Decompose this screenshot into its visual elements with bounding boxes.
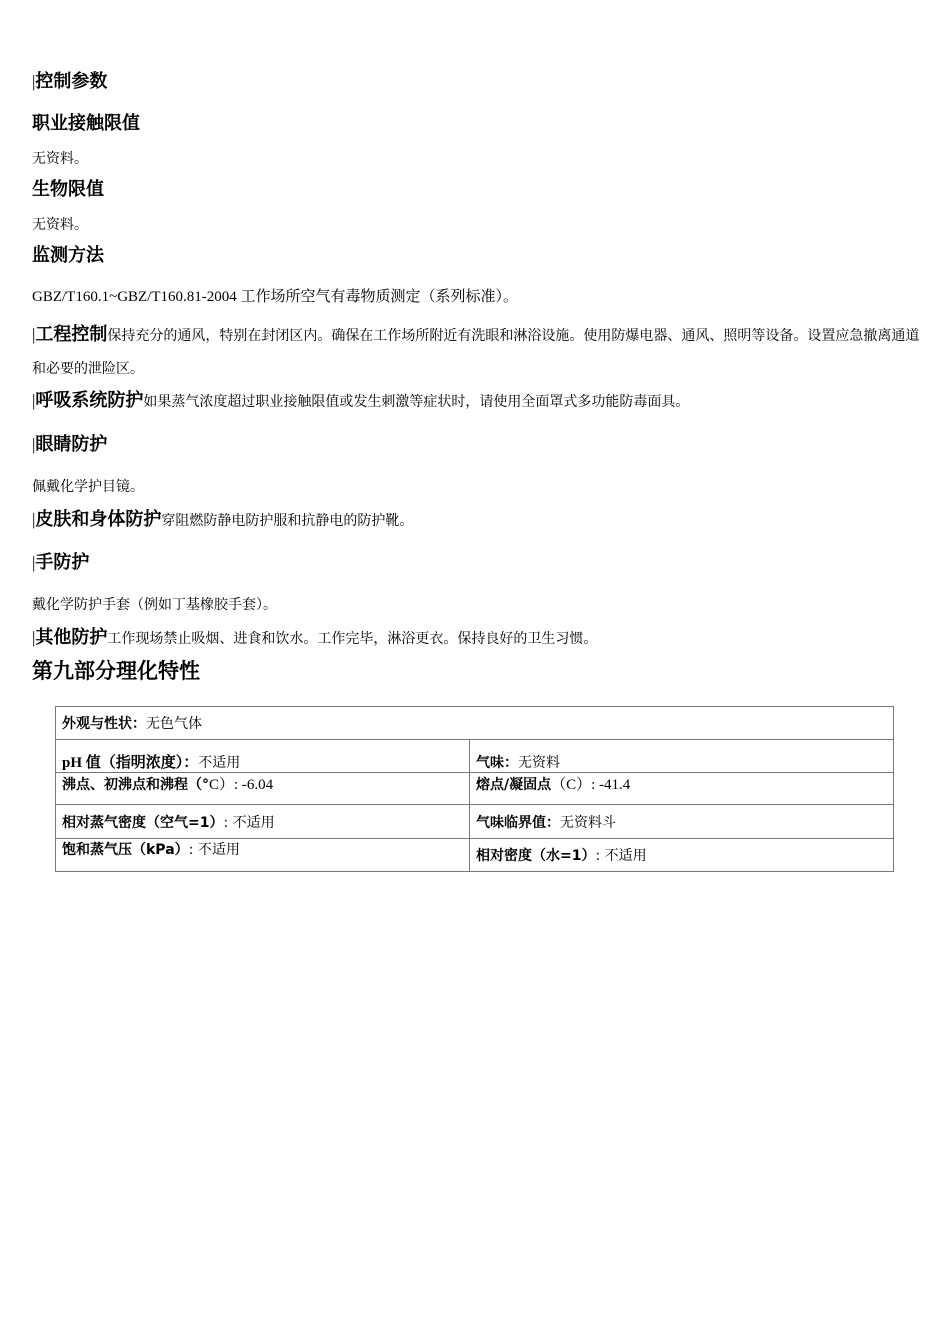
engineering-control: [32, 319, 922, 385]
hand-protection-heading: [32, 548, 89, 574]
boiling-point-label: 沸点、初沸点和沸程（°: [62, 777, 209, 793]
odor-threshold-cell: [470, 805, 894, 839]
control-params-heading: [32, 67, 107, 93]
melting-point-label: 熔点/凝固点: [476, 777, 552, 793]
other-protection: [32, 623, 597, 649]
ph-cell: [56, 740, 470, 773]
table-row: [56, 773, 894, 805]
eye-protection-heading: [32, 430, 107, 456]
appearance-cell: [56, 707, 894, 740]
hand-protection-text: 戴化学防护手套（例如丁基橡胶手套）。: [32, 597, 277, 613]
respiratory-protection-title: 呼吸系统防护: [35, 390, 144, 411]
engineering-control-title: 工程控制: [35, 324, 108, 345]
monitor-text: GBZ/T160.1~GBZ/T160.81-2004 工作场所空气有毒物质测定（系列标准）。: [32, 289, 519, 305]
heading-bar: |: [32, 553, 36, 572]
boiling-point-value: C）: -6.04: [209, 777, 274, 793]
appearance-label: 外观与性状：: [62, 716, 146, 732]
engineering-control-text: 保持充分的通风，特别在封闭区内。确保在工作场所附近有洗眼和淋浴设施。使用防爆电器、通风、照明等设备。设置应急撤离通道和必要的泄险区。: [32, 328, 920, 377]
relative-density-cell: [470, 839, 894, 872]
odor-label: 气味：: [476, 755, 518, 771]
vapor-density-value: : 不适用: [223, 814, 275, 831]
other-protection-title: 其他防护: [35, 627, 108, 648]
heading-bar: |: [32, 628, 36, 647]
heading-bar: |: [32, 325, 36, 344]
ph-value: 不适用: [198, 755, 241, 771]
oel-heading: 职业接触限值: [32, 113, 140, 134]
ph-label: pH 值（指明浓度）：: [62, 755, 199, 771]
skin-protection-title: 皮肤和身体防护: [35, 509, 162, 530]
odor-cell: [470, 740, 894, 773]
relative-density-value: : 不适用: [595, 848, 647, 864]
respiratory-protection: [32, 386, 689, 412]
relative-density-label: 相对密度（水=1）: [476, 848, 596, 864]
table-row: [56, 740, 894, 773]
heading-bar: |: [32, 510, 36, 529]
respiratory-protection-text: 如果蒸气浓度超过职业接触限值或发生刺激等症状时，请使用全面罩式多功能防毒面具。: [143, 394, 690, 410]
vapor-density-cell: [56, 805, 470, 839]
eye-protection-title: 眼睛防护: [35, 434, 108, 455]
odor-threshold-value: 无资料斗: [560, 814, 616, 831]
heading-bar: |: [32, 391, 36, 410]
table-row: [56, 805, 894, 839]
skin-protection-text: 穿阻燃防静电防护服和抗静电的防护靴。: [161, 513, 414, 529]
vapor-pressure-value: : 不适用: [188, 842, 240, 858]
section9-title: 第九部分理化特性: [32, 659, 200, 683]
heading-bar: |: [32, 435, 36, 454]
melting-point-cell: [470, 773, 894, 805]
odor-threshold-label: 气味临界值：: [476, 814, 560, 831]
appearance-value: 无色气体: [146, 716, 202, 732]
other-protection-text: 工作现场禁止吸烟、进食和饮水。工作完毕，淋浴更衣。保持良好的卫生习惯。: [107, 631, 598, 647]
oel-text: 无资料。: [32, 151, 88, 167]
odor-value: 无资料: [518, 755, 560, 771]
boiling-point-cell: [56, 773, 470, 805]
bio-limit-heading: 生物限值: [32, 179, 104, 200]
table-row: [56, 707, 894, 740]
bio-limit-text: 无资料。: [32, 217, 88, 233]
heading-bar: |: [32, 72, 36, 91]
monitor-heading: 监测方法: [32, 245, 104, 266]
vapor-density-label: 相对蒸气密度（空气=1）: [62, 814, 224, 831]
table-row: [56, 839, 894, 872]
control-params-title: 控制参数: [35, 71, 108, 92]
eye-protection-text: 佩戴化学护目镜。: [32, 479, 144, 495]
properties-table: [55, 706, 894, 872]
hand-protection-title: 手防护: [35, 552, 90, 573]
vapor-pressure-label: 饱和蒸气压（kPa）: [62, 842, 189, 858]
vapor-pressure-cell: [56, 839, 470, 872]
skin-protection: [32, 505, 413, 531]
melting-point-value: （C）: -41.4: [551, 777, 631, 793]
